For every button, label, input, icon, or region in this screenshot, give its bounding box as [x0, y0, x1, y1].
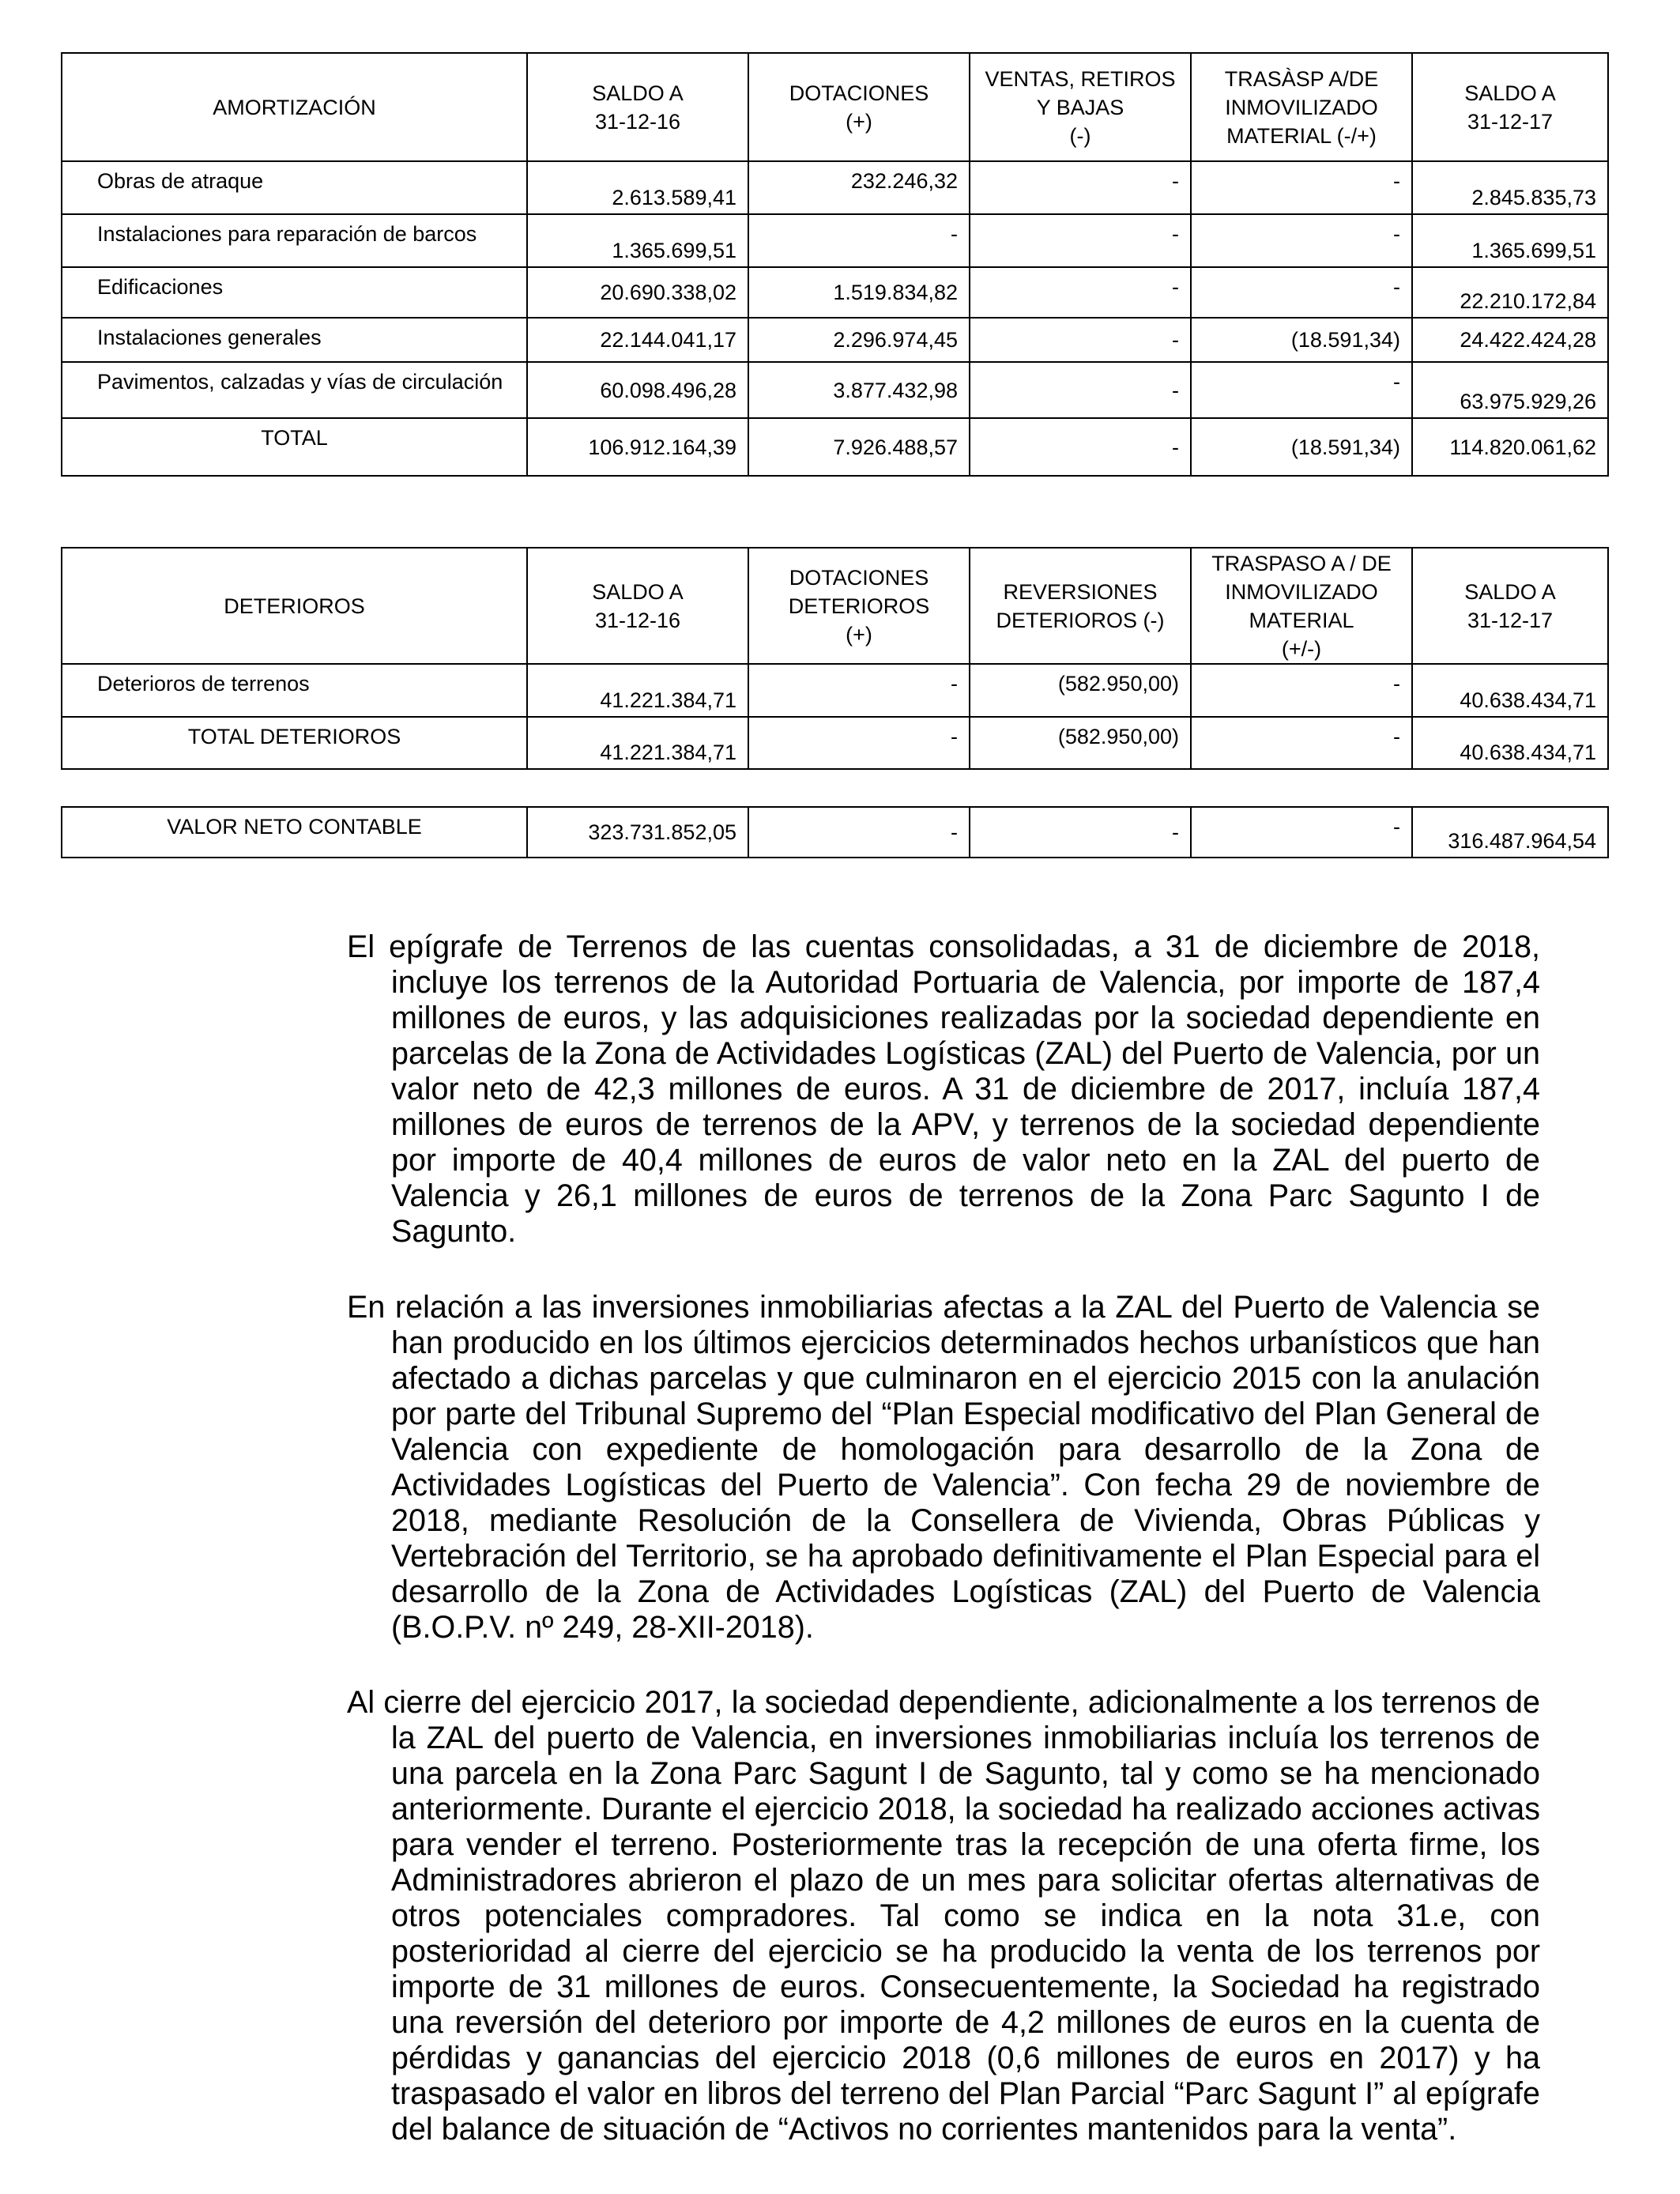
value-cell: 22.144.041,17 — [527, 318, 748, 362]
value-cell: 106.912.164,39 — [527, 418, 748, 476]
value-cell: - — [970, 418, 1191, 476]
value-cell: 22.210.172,84 — [1412, 267, 1608, 318]
value-cell: - — [970, 267, 1191, 318]
table-row — [62, 161, 1608, 214]
header-cell: DETERIOROS — [62, 548, 527, 664]
value-cell: 40.638.434,71 — [1412, 664, 1608, 717]
value-cell: - — [970, 214, 1191, 267]
row-label: Obras de atraque — [62, 161, 527, 214]
row-label: Deterioros de terrenos — [62, 664, 527, 717]
value-cell: 63.975.929,26 — [1412, 362, 1608, 418]
table-row — [62, 214, 1608, 267]
table-row — [62, 362, 1608, 418]
header-cell: SALDO A 31-12-17 — [1412, 53, 1608, 161]
value-cell: - — [1191, 664, 1412, 717]
table-total-row — [62, 418, 1608, 476]
table-header-row — [62, 53, 1608, 161]
deterioros-table — [61, 547, 1609, 770]
value-cell: (18.591,34) — [1191, 418, 1412, 476]
table-total-row — [62, 717, 1608, 769]
value-cell: - — [1191, 807, 1412, 858]
table-header-row — [62, 548, 1608, 664]
value-cell: - — [970, 318, 1191, 362]
value-cell: 1.519.834,82 — [748, 267, 970, 318]
row-label: TOTAL DETERIOROS — [62, 717, 527, 769]
row-label: VALOR NETO CONTABLE — [62, 807, 527, 858]
value-cell: 41.221.384,71 — [527, 664, 748, 717]
value-cell: 20.690.338,02 — [527, 267, 748, 318]
value-cell: 40.638.434,71 — [1412, 717, 1608, 769]
header-cell: SALDO A 31-12-16 — [527, 548, 748, 664]
value-cell: 323.731.852,05 — [527, 807, 748, 858]
value-cell: 232.246,32 — [748, 161, 970, 214]
value-cell: 7.926.488,57 — [748, 418, 970, 476]
value-cell: - — [1191, 362, 1412, 418]
table-row — [62, 807, 1608, 858]
value-cell: 316.487.964,54 — [1412, 807, 1608, 858]
value-cell: - — [748, 717, 970, 769]
header-cell: DOTACIONES DETERIOROS (+) — [748, 548, 970, 664]
value-cell: (582.950,00) — [970, 717, 1191, 769]
value-cell: 24.422.424,28 — [1412, 318, 1608, 362]
paragraph-zal: En relación a las inversiones inmobiliarias afectas a la ZAL del Puerto de Valencia se han producido en los últimos ejercicios determinados hechos urbanísticos que han afectado a dichas parcelas y que culminaron en el ejercicio 2015 con la anulación por parte del Tribunal Supremo del “Plan Especial modificativo del Plan General de Valencia con expediente de homologación para desarrollo de la Zona de Actividades Logísticas del Puerto de Valencia”. Con fecha 29 de noviembre de 2018, mediante Resolución de la Consellera de Vivienda, Obras Públicas y Vertebración del Territorio, se ha aprobado definitivamente el Plan Especial para el desarrollo de la Zona de Actividades Logísticas (ZAL) del Puerto de Valencia (B.O.P.V. nº 249, 28-XII-2018). — [347, 1290, 1540, 1645]
value-cell: - — [1191, 161, 1412, 214]
amortizacion-table — [61, 52, 1609, 477]
value-cell: (18.591,34) — [1191, 318, 1412, 362]
row-label: Edificaciones — [62, 267, 527, 318]
value-cell: - — [748, 664, 970, 717]
value-cell: 60.098.496,28 — [527, 362, 748, 418]
header-cell: TRASÀSP A/DE INMOVILIZADO MATERIAL (-/+) — [1191, 53, 1412, 161]
header-cell: VENTAS, RETIROS Y BAJAS (-) — [970, 53, 1191, 161]
value-cell: 41.221.384,71 — [527, 717, 748, 769]
header-cell: REVERSIONES DETERIOROS (-) — [970, 548, 1191, 664]
header-cell: DOTACIONES (+) — [748, 53, 970, 161]
header-cell: SALDO A 31-12-17 — [1412, 548, 1608, 664]
table-row — [62, 267, 1608, 318]
value-cell: - — [1191, 267, 1412, 318]
table-row — [62, 318, 1608, 362]
row-label: Instalaciones para reparación de barcos — [62, 214, 527, 267]
valor-neto-table — [61, 806, 1609, 858]
value-cell: 2.613.589,41 — [527, 161, 748, 214]
row-label: Pavimentos, calzadas y vías de circulación — [62, 362, 527, 418]
value-cell: (582.950,00) — [970, 664, 1191, 717]
value-cell: 2.845.835,73 — [1412, 161, 1608, 214]
value-cell: - — [970, 362, 1191, 418]
row-label: Instalaciones generales — [62, 318, 527, 362]
value-cell: 1.365.699,51 — [1412, 214, 1608, 267]
value-cell: - — [970, 807, 1191, 858]
header-cell: AMORTIZACIÓN — [62, 53, 527, 161]
value-cell: 1.365.699,51 — [527, 214, 748, 267]
value-cell: - — [748, 807, 970, 858]
value-cell: 2.296.974,45 — [748, 318, 970, 362]
value-cell: 3.877.432,98 — [748, 362, 970, 418]
value-cell: 114.820.061,62 — [1412, 418, 1608, 476]
value-cell: - — [1191, 214, 1412, 267]
paragraph-sagunto: Al cierre del ejercicio 2017, la sociedad dependiente, adicionalmente a los terrenos de la ZAL del puerto de Valencia, en inversiones inmobiliarias incluía los terrenos de una parcela en la Zona Parc Sagunt I de Sagunto, tal y como se ha mencionado anteriormente. Durante el ejercicio 2018, la sociedad ha realizado acciones activas para vender el terreno. Posteriormente tras la recepción de una oferta firme, los Administradores abrieron el plazo de un mes para solicitar ofertas alternativas de otros potenciales compradores. Tal como se indica en la nota 31.e, con posterioridad al cierre del ejercicio se ha producido la venta de los terrenos por importe de 31 millones de euros. Consecuentemente, la Sociedad ha registrado una reversión del deterioro por importe de 4,2 millones de euros en la cuenta de pérdidas y ganancias del ejercicio 2018 (0,6 millones de euros en 2017) y ha traspasado el valor en libros del terreno del Plan Parcial “Parc Sagunt I” al epígrafe del balance de situación de “Activos no corrientes mantenidos para la venta”. — [347, 1685, 1540, 2147]
value-cell: - — [970, 161, 1191, 214]
value-cell: - — [1191, 717, 1412, 769]
header-cell: SALDO A 31-12-16 — [527, 53, 748, 161]
header-cell: TRASPASO A / DE INMOVILIZADO MATERIAL (+/-) — [1191, 548, 1412, 664]
row-label: TOTAL — [62, 418, 527, 476]
value-cell: - — [748, 214, 970, 267]
paragraph-terrenos: El epígrafe de Terrenos de las cuentas consolidadas, a 31 de diciembre de 2018, incluye los terrenos de la Autoridad Portuaria de Valencia, por importe de 187,4 millones de euros, y las adquisiciones realizadas por la sociedad dependiente en parcelas de la Zona de Actividades Logísticas (ZAL) del Puerto de Valencia, por un valor neto de 42,3 millones de euros. A 31 de diciembre de 2017, incluía 187,4 millones de euros de terrenos de la APV, y terrenos de la sociedad dependiente por importe de 40,4 millones de euros de valor neto en la ZAL del puerto de Valencia y 26,1 millones de euros de terrenos de la Zona Parc Sagunto I de Sagunto. — [347, 929, 1540, 1249]
table-row — [62, 664, 1608, 717]
